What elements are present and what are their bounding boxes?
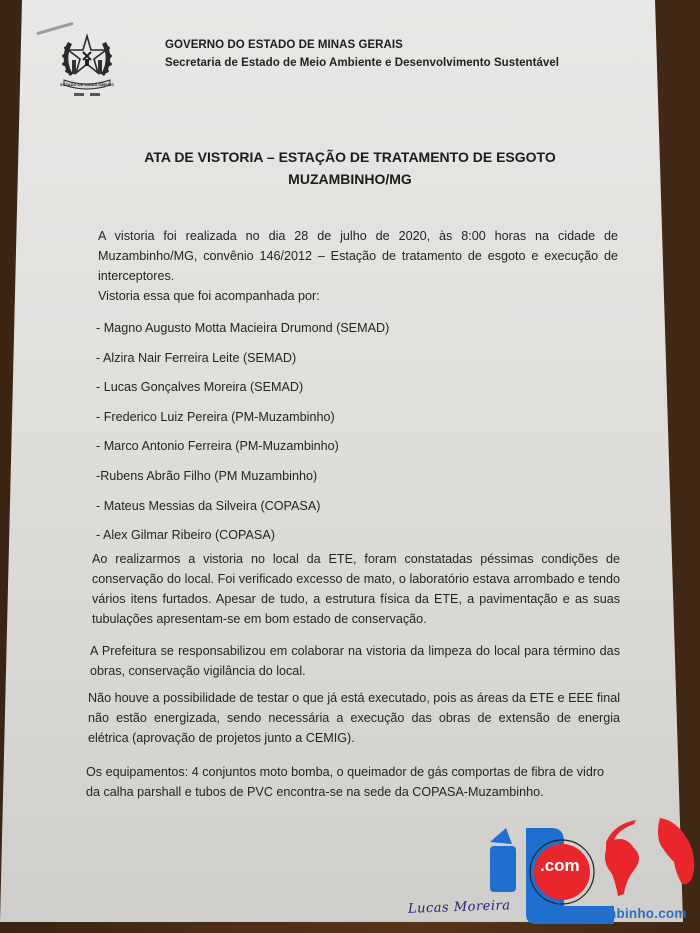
attendees-list (96, 318, 389, 555)
title-line-1: ATA DE VISTORIA – ESTAÇÃO DE TRATAMENTO DE ESGOTO (144, 149, 556, 165)
logo-badge-text: .com (540, 856, 580, 875)
attendee-item: - Lucas Gonçalves Moreira (SEMAD) (96, 380, 304, 395)
attendee-item: - Magno Augusto Motta Macieira Drumond (SEMAD) (96, 321, 390, 335)
secretariat-subtitle: Secretaria de Estado de Meio Ambiente e Desenvolvimento Sustentável (165, 57, 560, 69)
paragraph-conditions: Ao realizarmos a vistoria no local da ETE, foram constatadas péssimas condições de conservação do local. Foi verificado excesso de mato, o laboratório estava arrombado e tendo vários itens furtados. Apesar de tudo, a estrutura física da ETE, a pavimentação e as suas tubulações apresentam-se em bom estado de conservação. (92, 552, 620, 626)
attendee-item: - Alzira Nair Ferreira Leite (SEMAD) (96, 350, 297, 365)
attendees-intro: Vistoria essa que foi acompanhada por: (98, 289, 320, 303)
crest-text: ESTADO DE MINAS GERAIS (60, 82, 114, 87)
title-line-2: MUZAMBINHO/MG (288, 171, 412, 187)
paragraph-energy: Não houve a possibilidade de testar o que já está executado, pois as áreas da ETE e EEE final não estão energizada, sendo necessária a execução das obras de extensão de energia elétrica (aprovação de projetos junto a CEMIG). (88, 691, 620, 745)
attendee-item: - Alex Gilmar Ribeiro (COPASA) (96, 528, 275, 543)
logo-site-text: muzambinho.com (569, 906, 687, 921)
document-title (100, 146, 600, 190)
handwritten-signature: Lucas Moreira (407, 898, 511, 917)
paragraph-visit-details: A vistoria foi realizada no dia 28 de julho de 2020, às 8:00 horas na cidade de Muzambinho/MG, convênio 146/2012 – Estação de tratamento de esgoto e execução de interceptores. (98, 229, 618, 283)
state-crest-icon (58, 30, 116, 100)
attendee-item: - Marco Antonio Ferreira (PM-Muzambinho) (96, 439, 339, 454)
attendee-item: -Rubens Abrão Filho (PM Muzambinho) (96, 468, 318, 483)
attendee-item: - Mateus Messias da Silveira (COPASA) (96, 498, 321, 513)
government-title: GOVERNO DO ESTADO DE MINAS GERAIS (165, 39, 403, 51)
attendee-item: - Frederico Luiz Pereira (PM-Muzambinho) (96, 409, 335, 424)
paragraph-prefeitura: A Prefeitura se responsabilizou em colaborar na vistoria da limpeza do local para término das obras, conservação vigilância do local. (90, 644, 620, 678)
paragraph-equipment: Os equipamentos: 4 conjuntos moto bomba, o queimador de gás comportas de fibra de vidro da calha parshall e tubos de PVC encontra-se na sede da COPASA-Muzambinho. (86, 765, 605, 799)
